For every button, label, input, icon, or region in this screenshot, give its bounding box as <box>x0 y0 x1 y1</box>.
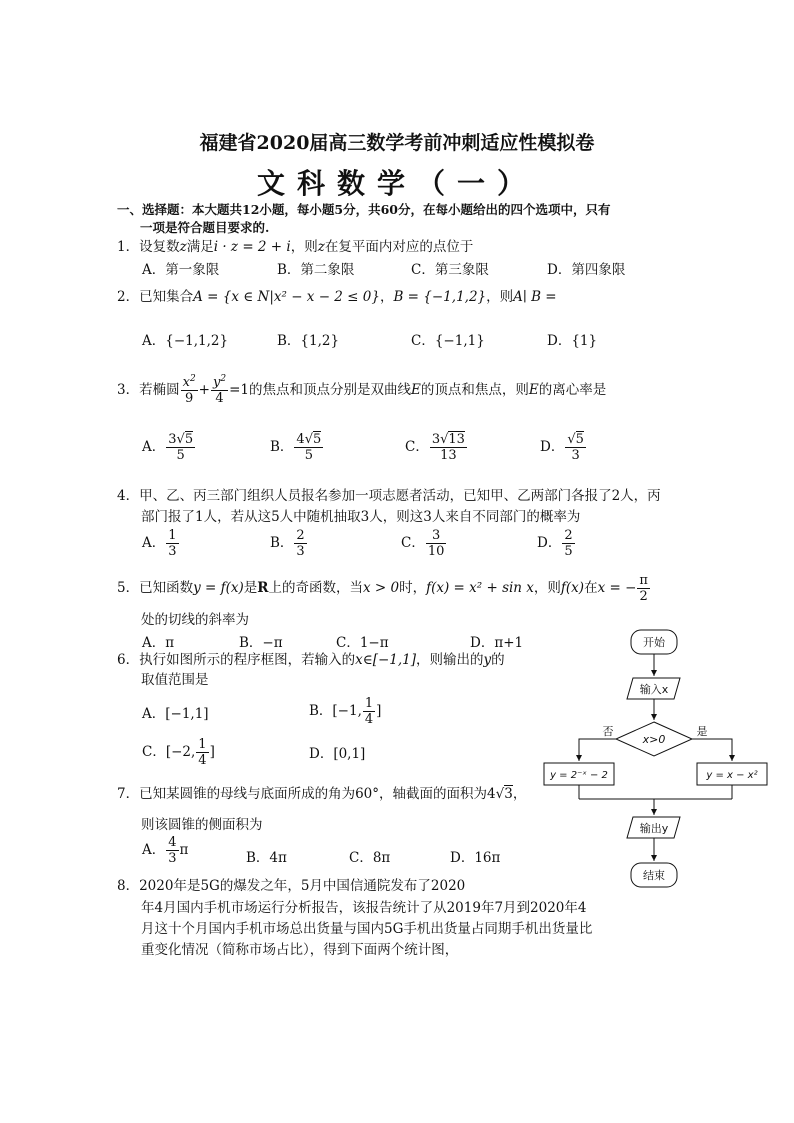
q6-option-b: B．[−1, $\frac{1}{4}$ ] <box>309 696 382 727</box>
q2-option-c: C．{−1,1} <box>411 333 485 349</box>
q5-option-b: B．−π <box>239 635 283 651</box>
q3-option-b: B． $\frac{4√5}{5}$ <box>270 432 322 463</box>
decision-label: x>0 <box>642 733 666 746</box>
question-2: 2．已知集合A = {x ∈ N|x² − x − 2 ≤ 0}，B = {−1,1,2}，则A∣ B = <box>117 289 557 305</box>
q7-option-b: B．4π <box>246 850 287 866</box>
question-4-line2: 部门报了1人，若从这5人中随机抽取3人，则这3人来自不同部门的概率为 <box>141 509 581 525</box>
question-5: 5．已知函数y = f(x)是R上的奇函数，当x > 0时，f(x) = x² + sin x，则f(x)在x = − $\frac{\pi}{2}$ <box>117 573 648 604</box>
page-title: 福建省2020届高三数学考前冲刺适应性模拟卷 <box>199 132 595 154</box>
question-6-line2: 取值范围是 <box>141 672 209 688</box>
question-8-line3: 月这十个月国内手机市场总出货量与国内5G手机出货量占同期手机出货量比 <box>141 921 593 937</box>
q7-option-d: D．16π <box>450 850 501 866</box>
start-label: 开始 <box>643 636 665 649</box>
right-process-label: y = x − x² <box>706 770 758 781</box>
q1-option-a: A．第一象限 <box>142 262 220 278</box>
q1-option-d: D．第四象限 <box>547 262 626 278</box>
q2-option-b: B．{1,2} <box>277 333 340 349</box>
q6-option-c: C．[−2, $\frac{1}{4}$ ] <box>142 737 215 768</box>
q7-option-a: A． $\frac{4}{3}$ π <box>142 835 189 866</box>
section-header-line1: 一、选择题：本大题共12小题，每小题5分，共60分，在每小题给出的四个选项中，只有 <box>117 202 611 217</box>
q2-option-d: D．{1} <box>547 333 598 349</box>
q4-option-d: D． $\frac{2}{5}$ <box>537 528 573 559</box>
input-label: 输入x <box>639 683 669 696</box>
q5-option-c: C．1−π <box>336 635 389 651</box>
q4-option-a: A． $\frac{1}{3}$ <box>142 528 177 559</box>
yes-label: 是 <box>696 725 708 738</box>
question-7: 7．已知某圆锥的母线与底面所成的角为60°，轴截面的面积为4√3， <box>117 786 527 802</box>
q4-option-c: C． $\frac{3}{10}$ <box>401 528 445 559</box>
q1-option-b: B．第二象限 <box>277 262 355 278</box>
q7-option-c: C．8π <box>349 850 391 866</box>
q6-option-a: A．[−1,1] <box>142 706 209 722</box>
question-8-line1: 8．2020年是5G的爆发之年，5月中国信通院发布了2020 <box>117 878 466 894</box>
no-label: 否 <box>602 725 614 738</box>
q3-option-d: D． $\frac{√5}{3}$ <box>540 432 584 463</box>
q6-option-d: D．[0,1] <box>309 746 366 762</box>
q1-option-c: C．第三象限 <box>411 262 489 278</box>
question-7-line2: 则该圆锥的侧面积为 <box>141 817 263 833</box>
q4-option-b: B． $\frac{2}{3}$ <box>270 528 305 559</box>
section-header-line2: 一项是符合题目要求的. <box>140 220 270 235</box>
question-4-line1: 4．甲、乙、丙三部门组织人员报名参加一项志愿者活动，已知甲、乙两部门各报了2人，丙 <box>117 488 661 504</box>
q2-option-a: A．{−1,1,2} <box>142 333 229 349</box>
program-flowchart <box>540 624 770 896</box>
question-1: 1．设复数z满足i · z = 2 + i，则z在复平面内对应的点位于 <box>117 239 474 255</box>
output-label: 输出y <box>639 822 669 835</box>
question-3: 3．若椭圆 $\frac{x^2}{9}$ + $\frac{y^2}{4}$ =1的焦点和顶点分别是双曲线E的顶点和焦点，则E的离心率是 <box>117 374 607 406</box>
q3-option-c: C． $\frac{3√13}{13}$ <box>405 432 465 463</box>
end-label: 结束 <box>643 869 665 882</box>
q5-option-a: A．π <box>142 635 175 651</box>
left-process-label: y = 2⁻ˣ − 2 <box>550 770 608 781</box>
exam-subtitle: 文科数学（一） <box>256 167 537 200</box>
question-5-line2: 处的切线的斜率为 <box>141 612 249 628</box>
question-6: 6．执行如图所示的程序框图，若输入的x∈[−1,1]，则输出的y的 <box>117 652 505 668</box>
question-8-line2: 年4月国内手机市场运行分析报告，该报告统计了从2019年7月到2020年4 <box>141 900 587 916</box>
q5-option-d: D．π+1 <box>470 635 524 651</box>
question-8-line4: 重变化情况（简称市场占比），得到下面两个统计图， <box>141 942 459 958</box>
q3-option-a: A． $\frac{3√5}{5}$ <box>142 432 194 463</box>
